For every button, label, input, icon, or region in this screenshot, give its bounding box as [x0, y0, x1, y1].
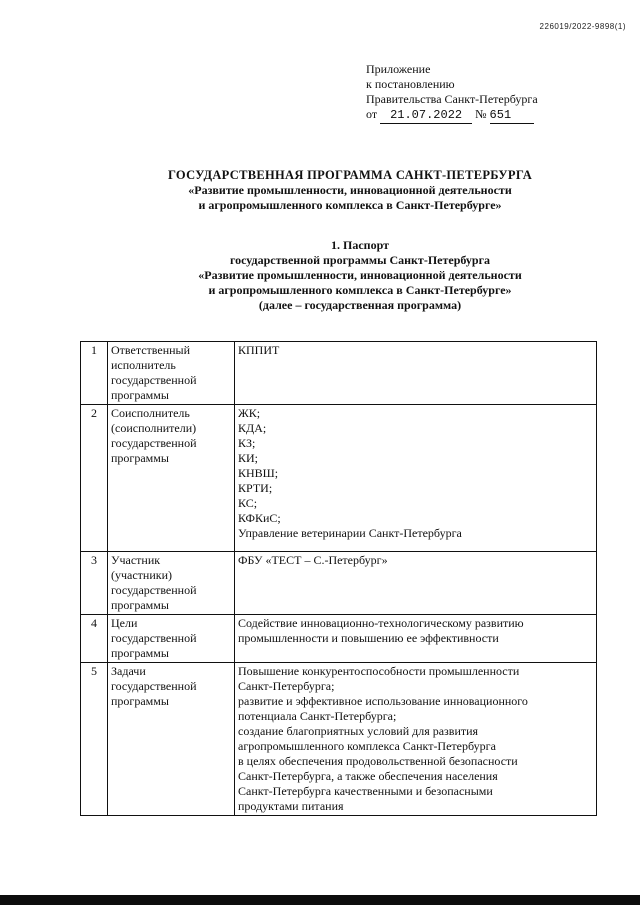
row-label-line: государственной — [111, 679, 197, 693]
row-label-line: (соисполнители) — [111, 421, 197, 435]
row-label-line: исполнитель — [111, 358, 176, 372]
row-number: 1 — [81, 342, 108, 405]
table-row — [81, 552, 597, 615]
row-value-line: Санкт-Петербурга, а также обеспечения населения — [238, 769, 498, 783]
row-value-line: агропромышленного комплекса Санкт-Петербурга — [238, 739, 496, 753]
row-label-line: программы — [111, 451, 169, 465]
row-value-line: Санкт-Петербурга качественными и безопасными — [238, 784, 493, 798]
program-title-line-2: «Развитие промышленности, инновационной деятельности — [188, 183, 512, 197]
program-title-line-1: ГОСУДАРСТВЕННАЯ ПРОГРАММА САНКТ-ПЕТЕРБУРГА — [167, 168, 533, 182]
row-value-line: промышленности и повышению ее эффективности — [238, 631, 499, 645]
passport-table — [80, 341, 597, 816]
row-label-line: Соисполнитель — [111, 406, 190, 420]
passport-line-3: «Развитие промышленности, инновационной деятельности — [198, 268, 522, 282]
row-value-line: продуктами питания — [238, 799, 344, 813]
row-value — [235, 342, 597, 405]
row-label — [108, 405, 235, 552]
row-value-line: Повышение конкурентоспособности промышленности — [238, 664, 520, 678]
row-label-line: программы — [111, 388, 169, 402]
row-value-line: создание благоприятных условий для развития — [238, 724, 479, 738]
row-value — [235, 615, 597, 663]
row-label-line: Участник — [111, 553, 161, 567]
decree-date: 21.07.2022 — [380, 108, 472, 124]
date-prefix: от — [366, 107, 378, 121]
row-label-line: (участники) — [111, 568, 173, 582]
row-label — [108, 663, 235, 816]
row-value-line: КФКиС; — [238, 511, 281, 525]
table-row — [81, 405, 597, 552]
table-row — [81, 663, 597, 816]
table-row — [81, 615, 597, 663]
row-label — [108, 342, 235, 405]
row-value-line: потенциала Санкт-Петербурга; — [238, 709, 397, 723]
row-value-line: развитие и эффективное использование инновационного — [238, 694, 528, 708]
row-label — [108, 615, 235, 663]
row-value-line: в целях обеспечения продовольственной безопасности — [238, 754, 518, 768]
row-value-line: Санкт-Петербурга; — [238, 679, 335, 693]
row-number: 4 — [81, 615, 108, 663]
appendix-line-1: Приложение — [366, 62, 431, 76]
row-value — [235, 405, 597, 552]
passport-heading — [80, 238, 640, 313]
program-title-line-3: и агропромышленного комплекса в Санкт-Петербурге» — [198, 198, 502, 212]
row-label-line: программы — [111, 598, 169, 612]
passport-line-5: (далее – государственная программа) — [258, 298, 462, 312]
row-number: 3 — [81, 552, 108, 615]
scan-edge-bar — [0, 895, 640, 905]
row-value-line: КС; — [238, 496, 258, 510]
row-number: 2 — [81, 405, 108, 552]
document-registration-number: 226019/2022-9898(1) — [539, 22, 626, 31]
passport-line-4: и агропромышленного комплекса в Санкт-Петербурге» — [208, 283, 512, 297]
program-title — [60, 168, 640, 213]
row-label-line: Задачи — [111, 664, 146, 678]
row-label-line: государственной — [111, 583, 197, 597]
row-value-line: КНВШ; — [238, 466, 279, 480]
row-value-line: ФБУ «ТЕСТ – С.-Петербург» — [238, 553, 388, 567]
row-label-line: государственной — [111, 436, 197, 450]
row-label-line: программы — [111, 694, 169, 708]
row-value-line: ЖК; — [238, 406, 261, 420]
row-value — [235, 663, 597, 816]
passport-line-1: 1. Паспорт — [331, 238, 389, 252]
appendix-block — [366, 62, 538, 124]
row-value — [235, 552, 597, 615]
row-label-line: программы — [111, 646, 169, 660]
row-value-line: Управление ветеринарии Санкт-Петербурга — [238, 526, 462, 540]
row-value-line: КИ; — [238, 451, 259, 465]
row-label — [108, 552, 235, 615]
row-label-line: государственной — [111, 373, 197, 387]
row-value-line: КРТИ; — [238, 481, 273, 495]
row-value-line: КДА; — [238, 421, 267, 435]
appendix-date-line — [366, 107, 538, 124]
table-row — [81, 342, 597, 405]
row-label-line: государственной — [111, 631, 197, 645]
row-value-line: Содействие инновационно-технологическому развитию — [238, 616, 524, 630]
row-number: 5 — [81, 663, 108, 816]
row-value-line: КЗ; — [238, 436, 256, 450]
decree-number: 651 — [490, 108, 534, 124]
passport-line-2: государственной программы Санкт-Петербурга — [229, 253, 491, 267]
row-value-line: КППИТ — [238, 343, 280, 357]
appendix-line-2: к постановлению — [366, 77, 455, 91]
row-label-line: Цели — [111, 616, 138, 630]
appendix-line-3: Правительства Санкт-Петербурга — [366, 92, 538, 106]
row-label-line: Ответственный — [111, 343, 191, 357]
number-prefix: № — [475, 107, 487, 121]
